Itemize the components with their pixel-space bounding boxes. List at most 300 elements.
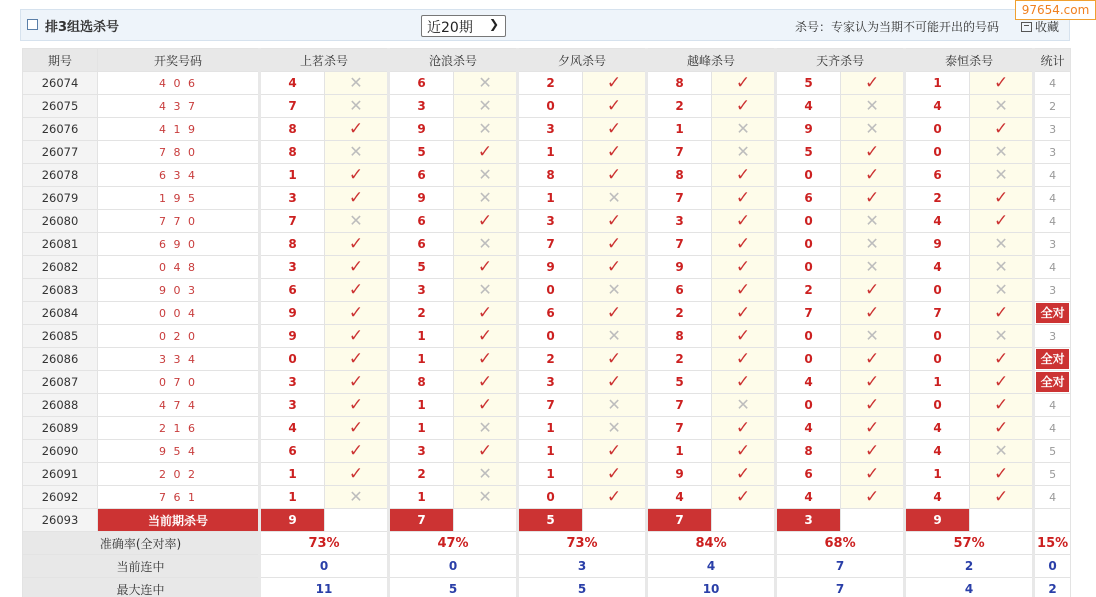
check-icon: ✓: [477, 372, 493, 392]
result-mark-cell: [454, 417, 518, 440]
kill-number-cell: 8: [518, 164, 583, 187]
result-mark-cell: [712, 440, 776, 463]
result-mark-cell: [841, 394, 905, 417]
check-icon: ✓: [993, 188, 1009, 208]
check-icon: ✓: [477, 349, 493, 369]
check-icon: ✓: [735, 280, 751, 300]
kill-number-table: [22, 48, 1071, 597]
kill-number-cell: 3: [389, 440, 454, 463]
period-cell: 26081: [23, 233, 98, 256]
kill-number-cell: 5: [776, 141, 841, 164]
kill-number-cell: 4: [905, 256, 970, 279]
kill-number-cell: 3: [389, 279, 454, 302]
table-row: [23, 325, 1071, 348]
stat-cell: 4: [1034, 210, 1071, 233]
result-mark-cell: [841, 371, 905, 394]
check-icon: ✓: [993, 464, 1009, 484]
current-period: 26093: [23, 509, 98, 532]
period-cell: 26077: [23, 141, 98, 164]
cross-icon: ✕: [349, 142, 363, 161]
check-icon: ✓: [993, 395, 1009, 415]
accuracy-row: [23, 532, 1071, 555]
result-mark-cell: [325, 348, 389, 371]
current-streak-value: 2: [905, 555, 1034, 578]
cross-icon: ✕: [865, 211, 879, 230]
check-icon: ✓: [606, 234, 622, 254]
current-pick: 9: [905, 509, 970, 532]
cross-icon: ✕: [349, 211, 363, 230]
result-mark-cell: [583, 256, 647, 279]
period-range-select[interactable]: [421, 15, 506, 37]
check-icon: ✓: [735, 188, 751, 208]
check-icon: ✓: [477, 303, 493, 323]
check-icon: ✓: [348, 464, 364, 484]
check-icon: ✓: [477, 257, 493, 277]
result-mark-cell: [970, 233, 1034, 256]
cross-icon: ✕: [478, 188, 492, 207]
result-mark-cell: [712, 348, 776, 371]
kill-number-cell: 1: [389, 348, 454, 371]
result-mark-cell: [712, 187, 776, 210]
table-row: [23, 417, 1071, 440]
max-streak-value: 7: [776, 578, 905, 597]
draw-number-cell: 9 0 3: [98, 279, 260, 302]
check-icon: ✓: [993, 211, 1009, 231]
kill-number-cell: 3: [518, 118, 583, 141]
result-mark-cell: [841, 72, 905, 95]
result-mark-cell: [454, 72, 518, 95]
result-mark-cell: [970, 486, 1034, 509]
accuracy-value: 73%: [518, 532, 647, 555]
kill-number-cell: 7: [647, 141, 712, 164]
stat-cell: 4: [1034, 256, 1071, 279]
kill-number-cell: 2: [776, 279, 841, 302]
result-mark-cell: [325, 394, 389, 417]
bookmark-icon: [1021, 22, 1032, 32]
kill-number-cell: 7: [647, 417, 712, 440]
table-row: [23, 164, 1071, 187]
accuracy-label: 准确率(全对率): [23, 532, 260, 555]
result-mark-cell: [325, 486, 389, 509]
result-mark-cell: [970, 164, 1034, 187]
draw-number-cell: 0 4 8: [98, 256, 260, 279]
max-streak-value: 5: [389, 578, 518, 597]
kill-number-cell: 3: [260, 187, 325, 210]
result-mark-cell: [970, 95, 1034, 118]
max-streak-value: 10: [647, 578, 776, 597]
kill-number-cell: 5: [389, 256, 454, 279]
kill-number-cell: 0: [776, 164, 841, 187]
cross-icon: ✕: [478, 487, 492, 506]
result-mark-cell: [454, 371, 518, 394]
result-mark-cell: [583, 417, 647, 440]
kill-number-cell: 4: [776, 417, 841, 440]
kill-number-cell: 7: [647, 187, 712, 210]
result-mark-cell: [712, 394, 776, 417]
stat-cell: 5: [1034, 440, 1071, 463]
check-icon: ✓: [606, 96, 622, 116]
kill-number-cell: 1: [905, 463, 970, 486]
result-mark-cell: [841, 164, 905, 187]
result-mark-cell: [454, 256, 518, 279]
check-icon: ✓: [348, 119, 364, 139]
result-mark-cell: [970, 72, 1034, 95]
result-mark-cell: [454, 463, 518, 486]
kill-number-cell: 5: [647, 371, 712, 394]
check-icon: ✓: [735, 96, 751, 116]
kill-number-cell: 8: [260, 233, 325, 256]
kill-number-cell: 4: [905, 440, 970, 463]
cross-icon: ✕: [865, 234, 879, 253]
result-mark-cell: [841, 417, 905, 440]
col-expert-1: 上茗杀号: [260, 49, 389, 72]
check-icon: ✓: [348, 165, 364, 185]
check-icon: ✓: [993, 372, 1009, 392]
result-mark-cell: [841, 118, 905, 141]
cross-icon: ✕: [478, 73, 492, 92]
chevron-down-icon: ❯: [488, 17, 499, 31]
result-mark-cell: [583, 72, 647, 95]
cross-icon: ✕: [865, 96, 879, 115]
kill-number-cell: 9: [647, 256, 712, 279]
favorite-link[interactable]: [1021, 18, 1059, 35]
draw-number-cell: 1 9 5: [98, 187, 260, 210]
result-mark-cell: [325, 417, 389, 440]
check-icon: ✓: [735, 464, 751, 484]
kill-number-cell: 6: [389, 164, 454, 187]
kill-number-cell: 1: [518, 141, 583, 164]
period-cell: 26079: [23, 187, 98, 210]
check-icon: ✓: [606, 211, 622, 231]
stat-cell: [1034, 302, 1071, 325]
result-mark-cell: [325, 210, 389, 233]
check-icon: ✓: [348, 188, 364, 208]
period-cell: 26086: [23, 348, 98, 371]
kill-number-cell: 7: [776, 302, 841, 325]
result-mark-cell: [712, 302, 776, 325]
result-mark-cell: [325, 164, 389, 187]
result-mark-cell: [454, 233, 518, 256]
table-row: [23, 210, 1071, 233]
result-mark-cell: [970, 348, 1034, 371]
result-mark-cell: [712, 417, 776, 440]
kill-number-cell: 4: [776, 486, 841, 509]
check-icon: ✓: [477, 441, 493, 461]
result-mark-cell: [841, 279, 905, 302]
check-icon: ✓: [864, 73, 880, 93]
check-icon: ✓: [735, 73, 751, 93]
cross-icon: ✕: [994, 257, 1008, 276]
draw-number-cell: 4 0 6: [98, 72, 260, 95]
result-mark-cell: [583, 210, 647, 233]
accuracy-all-correct: 15%: [1034, 532, 1071, 555]
period-cell: 26084: [23, 302, 98, 325]
result-mark-cell: [583, 394, 647, 417]
check-icon: ✓: [864, 303, 880, 323]
result-mark-cell: [325, 118, 389, 141]
result-mark-cell: [583, 486, 647, 509]
kill-number-cell: 0: [518, 279, 583, 302]
check-icon: ✓: [864, 349, 880, 369]
kill-number-cell: 3: [647, 210, 712, 233]
max-streak-row: [23, 578, 1071, 597]
cross-icon: ✕: [607, 280, 621, 299]
result-mark-cell: [454, 325, 518, 348]
table-row: [23, 95, 1071, 118]
kill-number-cell: 9: [389, 118, 454, 141]
draw-number-cell: 0 7 0: [98, 371, 260, 394]
result-mark-cell: [841, 440, 905, 463]
kill-number-cell: 3: [260, 371, 325, 394]
result-mark-cell: [712, 141, 776, 164]
accuracy-value: 84%: [647, 532, 776, 555]
period-cell: 26078: [23, 164, 98, 187]
cross-icon: ✕: [478, 418, 492, 437]
check-icon: ✓: [348, 280, 364, 300]
result-mark-cell: [970, 302, 1034, 325]
result-mark-cell: [325, 187, 389, 210]
kill-number-cell: 0: [905, 348, 970, 371]
result-mark-cell: [454, 279, 518, 302]
draw-number-cell: 4 3 7: [98, 95, 260, 118]
page-title: 排3组选杀号: [45, 20, 120, 35]
kill-number-cell: 6: [905, 164, 970, 187]
kill-number-cell: 1: [518, 187, 583, 210]
check-icon: ✓: [477, 142, 493, 162]
check-icon: ✓: [606, 142, 622, 162]
check-icon: ✓: [348, 418, 364, 438]
kill-number-cell: 3: [260, 256, 325, 279]
draw-number-cell: 3 3 4: [98, 348, 260, 371]
result-mark-cell: [712, 164, 776, 187]
kill-number-cell: 7: [647, 394, 712, 417]
result-mark-cell: [712, 486, 776, 509]
period-cell: 26085: [23, 325, 98, 348]
col-expert-2: 沧浪杀号: [389, 49, 518, 72]
kill-number-cell: 6: [260, 279, 325, 302]
cross-icon: ✕: [736, 142, 750, 161]
result-mark-cell: [841, 325, 905, 348]
check-icon: ✓: [993, 303, 1009, 323]
check-icon: ✓: [993, 487, 1009, 507]
result-mark-cell: [712, 256, 776, 279]
table-body: [23, 72, 1071, 509]
check-icon: ✓: [735, 418, 751, 438]
current-pick: 7: [389, 509, 454, 532]
draw-number-cell: 4 7 4: [98, 394, 260, 417]
kill-number-cell: 4: [260, 417, 325, 440]
result-mark-cell: [841, 256, 905, 279]
kill-number-cell: 1: [389, 486, 454, 509]
table-row: [23, 440, 1071, 463]
kill-number-cell: 2: [518, 348, 583, 371]
check-icon: ✓: [993, 349, 1009, 369]
check-icon: ✓: [477, 326, 493, 346]
check-icon: ✓: [864, 464, 880, 484]
kill-number-cell: 0: [776, 233, 841, 256]
kill-number-cell: 0: [905, 325, 970, 348]
current-streak-value: 3: [518, 555, 647, 578]
kill-number-note: 杀号：专家认为当期不可能开出的号码: [794, 20, 999, 34]
check-icon: ✓: [606, 487, 622, 507]
cross-icon: ✕: [994, 234, 1008, 253]
kill-number-cell: 1: [389, 325, 454, 348]
result-mark-cell: [970, 118, 1034, 141]
kill-number-cell: 0: [776, 394, 841, 417]
result-mark-cell: [583, 440, 647, 463]
result-mark-cell: [970, 187, 1034, 210]
all-correct-badge: 全对: [1036, 349, 1069, 369]
result-mark-cell: [583, 325, 647, 348]
table-row: [23, 233, 1071, 256]
cross-icon: ✕: [607, 326, 621, 345]
cross-icon: ✕: [478, 119, 492, 138]
site-watermark: 97654.com: [1015, 0, 1096, 20]
check-icon: ✓: [477, 211, 493, 231]
kill-number-cell: 9: [260, 302, 325, 325]
cross-icon: ✕: [994, 280, 1008, 299]
kill-number-cell: 5: [389, 141, 454, 164]
kill-number-cell: 7: [647, 233, 712, 256]
result-mark-cell: [454, 118, 518, 141]
kill-number-cell: 0: [260, 348, 325, 371]
stat-cell: 4: [1034, 417, 1071, 440]
stat-cell: [1034, 371, 1071, 394]
result-mark-cell: [841, 302, 905, 325]
check-icon: ✓: [348, 441, 364, 461]
check-icon: ✓: [864, 372, 880, 392]
table-row: [23, 486, 1071, 509]
stat-cell: 3: [1034, 118, 1071, 141]
period-cell: 26090: [23, 440, 98, 463]
table-row: [23, 118, 1071, 141]
result-mark-cell: [712, 325, 776, 348]
check-icon: ✓: [735, 372, 751, 392]
stat-cell: 4: [1034, 187, 1071, 210]
check-icon: ✓: [477, 395, 493, 415]
col-expert-6: 泰恒杀号: [905, 49, 1034, 72]
result-mark-cell: [583, 141, 647, 164]
result-mark-cell: [325, 256, 389, 279]
kill-number-cell: 0: [518, 325, 583, 348]
kill-number-cell: 8: [647, 325, 712, 348]
result-mark-cell: [583, 348, 647, 371]
check-icon: ✓: [864, 280, 880, 300]
kill-number-cell: 9: [905, 233, 970, 256]
result-mark-cell: [454, 348, 518, 371]
check-icon: ✓: [606, 349, 622, 369]
cross-icon: ✕: [349, 96, 363, 115]
cross-icon: ✕: [865, 119, 879, 138]
kill-number-cell: 0: [776, 256, 841, 279]
kill-number-cell: 4: [647, 486, 712, 509]
kill-number-cell: 2: [389, 463, 454, 486]
result-mark-cell: [970, 417, 1034, 440]
check-icon: ✓: [735, 326, 751, 346]
current-streak-row: [23, 555, 1071, 578]
result-mark-cell: [583, 279, 647, 302]
max-streak-value: 4: [905, 578, 1034, 597]
kill-number-cell: 6: [518, 302, 583, 325]
period-cell: 26087: [23, 371, 98, 394]
kill-number-cell: 1: [260, 486, 325, 509]
stat-cell: 2: [1034, 95, 1071, 118]
kill-number-cell: 7: [518, 394, 583, 417]
col-expert-5: 天齐杀号: [776, 49, 905, 72]
kill-number-cell: 4: [260, 72, 325, 95]
kill-number-cell: 8: [647, 72, 712, 95]
table-header-row: [23, 49, 1071, 72]
kill-number-cell: 4: [905, 210, 970, 233]
kill-number-cell: 0: [776, 348, 841, 371]
result-mark-cell: [970, 440, 1034, 463]
result-mark-cell: [712, 95, 776, 118]
kill-number-cell: 0: [905, 394, 970, 417]
check-icon: ✓: [864, 395, 880, 415]
cross-icon: ✕: [478, 464, 492, 483]
col-expert-3: 夕风杀号: [518, 49, 647, 72]
all-correct-badge: 全对: [1036, 303, 1069, 323]
check-icon: ✓: [348, 234, 364, 254]
result-mark-cell: [841, 233, 905, 256]
current-pick: 3: [776, 509, 841, 532]
kill-number-cell: 6: [776, 187, 841, 210]
result-mark-cell: [712, 118, 776, 141]
table-row: [23, 302, 1071, 325]
result-mark-cell: [325, 141, 389, 164]
stat-cell: 4: [1034, 72, 1071, 95]
col-draw: 开奖号码: [98, 49, 260, 72]
result-mark-cell: [841, 141, 905, 164]
check-icon: ✓: [864, 441, 880, 461]
kill-number-cell: 1: [647, 440, 712, 463]
kill-number-cell: 8: [260, 141, 325, 164]
kill-number-cell: 2: [647, 348, 712, 371]
stat-cell: [1034, 348, 1071, 371]
kill-number-cell: 3: [518, 210, 583, 233]
check-icon: ✓: [606, 372, 622, 392]
kill-number-cell: 7: [260, 210, 325, 233]
cross-icon: ✕: [607, 395, 621, 414]
kill-number-cell: 9: [647, 463, 712, 486]
check-icon: ✓: [606, 303, 622, 323]
kill-number-cell: 2: [389, 302, 454, 325]
kill-number-cell: 7: [518, 233, 583, 256]
check-icon: ✓: [348, 303, 364, 323]
cross-icon: ✕: [478, 234, 492, 253]
result-mark-cell: [454, 95, 518, 118]
table-row: [23, 279, 1071, 302]
stat-cell: 5: [1034, 463, 1071, 486]
current-streak-value: 0: [260, 555, 389, 578]
kill-number-cell: 0: [905, 279, 970, 302]
kill-number-cell: 4: [776, 371, 841, 394]
kill-number-cell: 8: [647, 164, 712, 187]
check-icon: ✓: [606, 73, 622, 93]
result-mark-cell: [325, 302, 389, 325]
result-mark-cell: [583, 95, 647, 118]
result-mark-cell: [970, 371, 1034, 394]
stat-cell: 4: [1034, 164, 1071, 187]
kill-number-cell: 4: [905, 486, 970, 509]
result-mark-cell: [712, 371, 776, 394]
result-mark-cell: [454, 486, 518, 509]
result-mark-cell: [583, 371, 647, 394]
result-mark-cell: [454, 394, 518, 417]
check-icon: ✓: [348, 257, 364, 277]
cross-icon: ✕: [478, 280, 492, 299]
kill-number-cell: 1: [905, 371, 970, 394]
